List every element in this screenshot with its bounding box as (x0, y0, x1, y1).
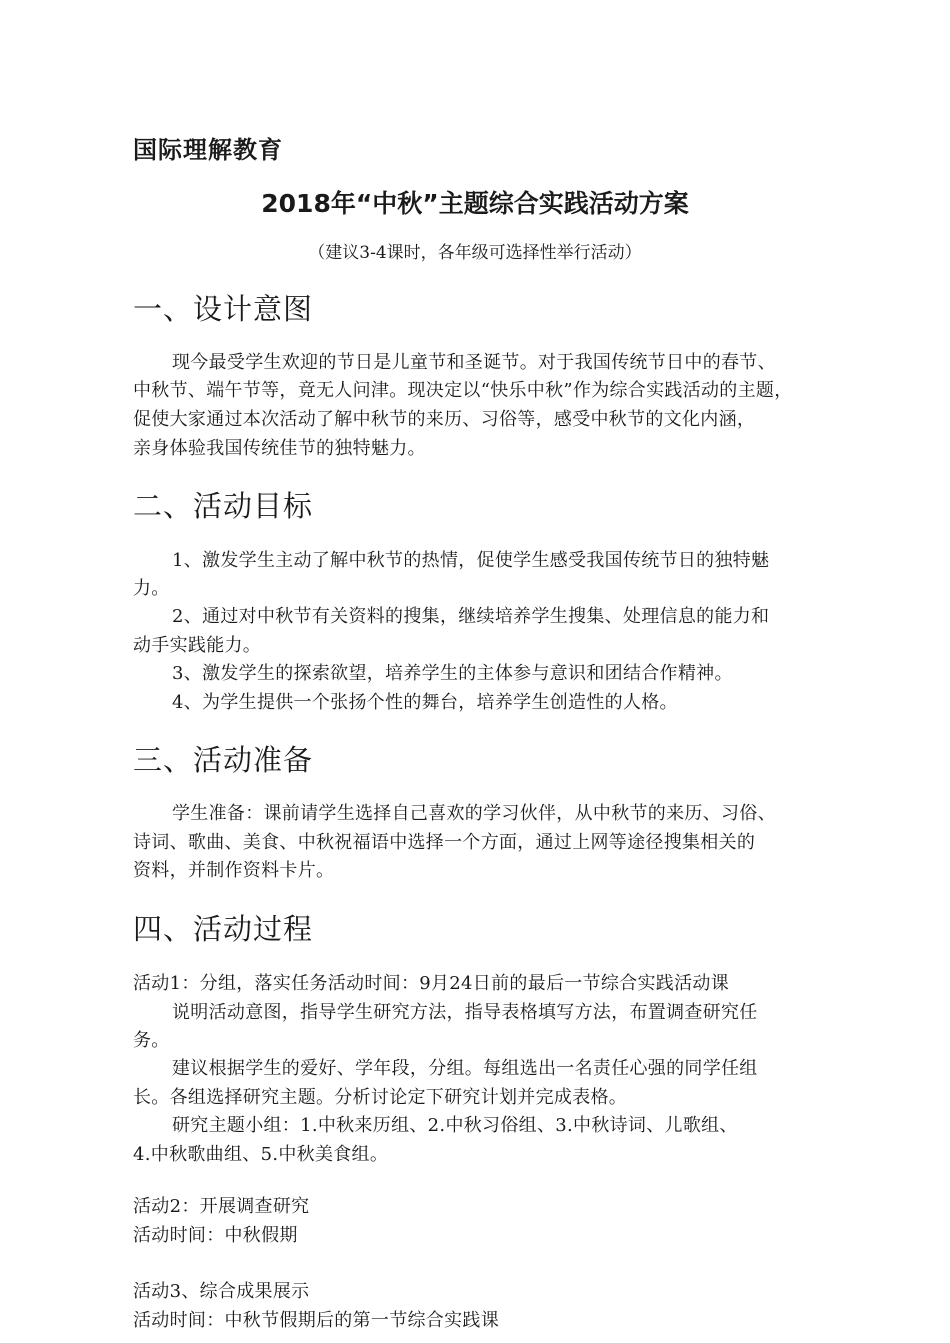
section-heading-design-intent: 一、设计意图 (133, 292, 314, 326)
goal-line: 力。 (133, 578, 170, 599)
activity-2-title: 活动2：开展调查研究 (133, 1196, 310, 1217)
activity-2-time: 活动时间：中秋假期 (133, 1225, 298, 1246)
organization-label: 国际理解教育 (133, 136, 283, 164)
document-subtitle: （建议3-4课时，各年级可选择性举行活动） (308, 243, 642, 263)
paragraph-line: 促使大家通过本次活动了解中秋节的来历、习俗等，感受中秋节的文化内涵， (133, 409, 756, 430)
activity-line: 说明活动意图，指导学生研究方法，指导表格填写方法，布置调查研究任 (172, 1002, 758, 1023)
document-title: 2018年“中秋”主题综合实践活动方案 (261, 189, 689, 218)
activity-line: 研究主题小组：1.中秋来历组、2.中秋习俗组、3.中秋诗词、儿歌组、 (172, 1115, 738, 1136)
goal-line: 1、激发学生主动了解中秋节的热情，促使学生感受我国传统节日的独特魅 (172, 550, 770, 571)
paragraph-line: 亲身体验我国传统佳节的独特魅力。 (133, 438, 426, 459)
paragraph-line: 中秋节、端午节等，竟无人问津。现决定以“快乐中秋”作为综合实践活动的主题， (133, 380, 793, 401)
activity-line: 长。各组选择研究主题。分析讨论定下研究计划并完成表格。 (133, 1087, 628, 1108)
section-heading-preparation: 三、活动准备 (133, 743, 314, 777)
activity-3-time: 活动时间：中秋节假期后的第一节综合实践课 (133, 1310, 499, 1331)
goal-line: 4、为学生提供一个张扬个性的舞台，培养学生创造性的人格。 (172, 692, 678, 713)
activity-line: 4.中秋歌曲组、5.中秋美食组。 (133, 1144, 389, 1165)
paragraph-line: 学生准备：课前请学生选择自己喜欢的学习伙伴，从中秋节的来历、习俗、 (172, 803, 776, 824)
activity-line: 建议根据学生的爱好、学年段，分组。每组选出一名责任心强的同学任组 (172, 1058, 758, 1079)
paragraph-line: 现今最受学生欢迎的节日是儿童节和圣诞节。对于我国传统节日中的春节、 (172, 352, 776, 373)
goal-line: 3、激发学生的探索欲望，培养学生的主体参与意识和团结合作精神。 (172, 663, 733, 684)
paragraph-line: 诗词、歌曲、美食、中秋祝福语中选择一个方面，通过上网等途径搜集相关的 (133, 832, 756, 853)
activity-1-title: 活动1：分组，落实任务活动时间：9月24日前的最后一节综合实践活动课 (133, 973, 730, 994)
section-heading-process: 四、活动过程 (133, 912, 314, 946)
section-heading-goals: 二、活动目标 (133, 489, 314, 523)
goal-line: 2、通过对中秋节有关资料的搜集，继续培养学生搜集、处理信息的能力和 (172, 606, 770, 627)
goal-line: 动手实践能力。 (133, 635, 262, 656)
activity-3-title: 活动3、综合成果展示 (133, 1281, 310, 1302)
activity-line: 务。 (133, 1030, 170, 1051)
paragraph-line: 资料，并制作资料卡片。 (133, 860, 335, 881)
